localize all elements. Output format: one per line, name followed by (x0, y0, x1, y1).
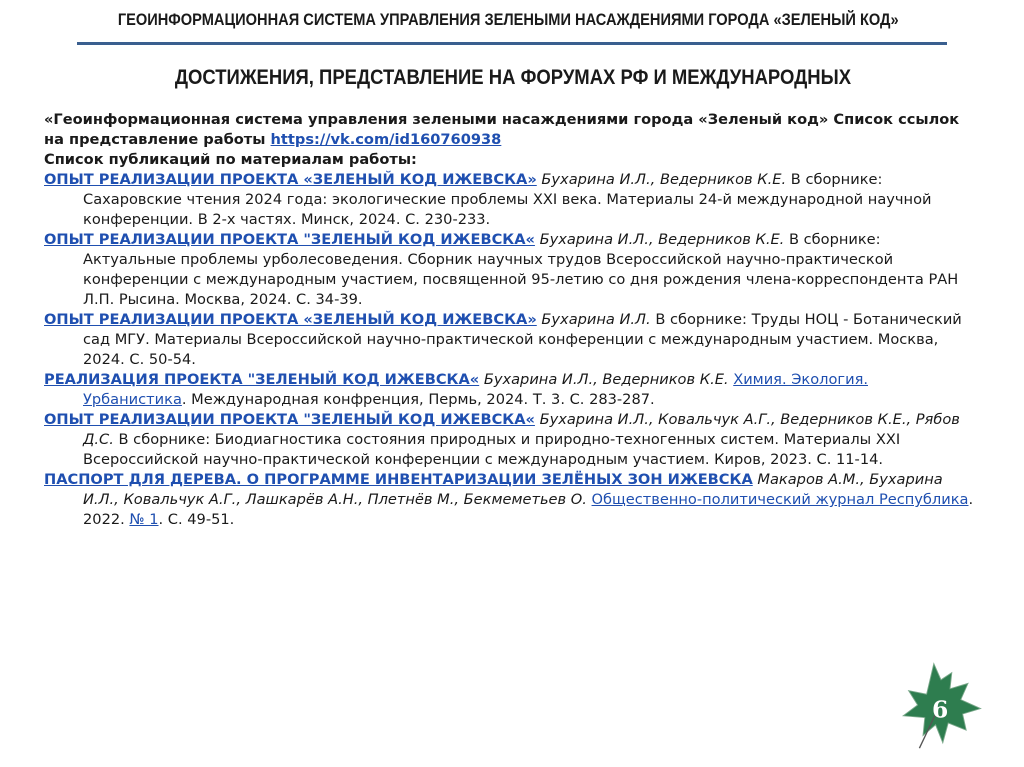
presentation-header: ГЕОИНФОРМАЦИОННАЯ СИСТЕМА УПРАВЛЕНИЯ ЗЕЛЕНЫМИ НАСАЖДЕНИЯМИ ГОРОДА «ЗЕЛЕНЫЙ КОД» (117, 10, 899, 29)
source-link[interactable]: № 1 (129, 511, 159, 528)
publication-title-link[interactable]: ОПЫТ РЕАЛИЗАЦИИ ПРОЕКТА «ЗЕЛЕНЫЙ КОД ИЖЕВСКА» (44, 311, 537, 328)
publication-title-link[interactable]: ПАСПОРТ ДЛЯ ДЕРЕВА. О ПРОГРАММЕ ИНВЕНТАРИЗАЦИИ ЗЕЛЁНЫХ ЗОН ИЖЕВСКА (44, 471, 753, 488)
intro-text: «Геоинформационная система управления зелеными насаждениями города «Зеленый код» Список ссылок на представление работы (44, 111, 960, 148)
citation-text: В сборнике: Актуальные проблемы урболесоведения. Сборник научных трудов Всероссийской научно-практической конференции с международным участием, посвященной 95-летию со дня рождения члена-корреспондента РАН Л.П. Рысина. Москва, 2024. С. 34-39. (83, 231, 959, 308)
authors: Бухарина И.Л., Ведерников К.Е. (479, 371, 734, 388)
source-link[interactable]: Химия. Экология. Урбанистика (83, 371, 868, 408)
citation-text: В сборнике: Труды НОЦ - Ботанический сад МГУ. Материалы Всероссийской научно-практической конференции с международным участием. Москва, 2024. С. 50-54. (83, 311, 962, 368)
header-divider (77, 42, 947, 45)
authors: Бухарина И.Л., Ведерников К.Е. (534, 231, 785, 248)
citation-text: . Международная конфренция, Пермь, 2024. Т. 3. С. 283-287. (181, 391, 655, 408)
citation-text: В сборнике: Биодиагностика состояния природных и природно-техногенных систем. Материалы XXI Всероссийской научно-практической конференции с международным участием. Киров, 2023. С. 11-14. (83, 431, 901, 468)
publication-entry (44, 470, 974, 530)
authors: Бухарина И.Л., Ковальчук А.Г., Ведерников К.Е., Рябов Д.С. (83, 411, 960, 448)
publication-entry (44, 310, 974, 370)
publications-heading: Список публикаций по материалам работы: (44, 151, 417, 168)
slide-body (44, 110, 974, 530)
vk-link[interactable]: https://vk.com/id160760938 (270, 131, 502, 148)
publication-title-link[interactable]: ОПЫТ РЕАЛИЗАЦИИ ПРОЕКТА «ЗЕЛЕНЫЙ КОД ИЖЕВСКА» (44, 171, 537, 188)
slide-title: ДОСТИЖЕНИЯ, ПРЕДСТАВЛЕНИЕ НА ФОРУМАХ РФ И МЕЖДУНАРОДНЫХ (174, 66, 852, 89)
authors: Бухарина И.Л. (536, 311, 651, 328)
publication-entry (44, 370, 974, 410)
publication-entry (44, 170, 974, 230)
publication-title-link[interactable]: РЕАЛИЗАЦИЯ ПРОЕКТА "ЗЕЛЕНЫЙ КОД ИЖЕВСКА« (44, 371, 480, 388)
citation-text: . С. 49-51. (158, 511, 235, 528)
publication-entry (44, 410, 974, 470)
source-link[interactable]: Общественно-политический журнал Республика (591, 491, 969, 508)
publication-title-link[interactable]: ОПЫТ РЕАЛИЗАЦИИ ПРОЕКТА "ЗЕЛЕНЫЙ КОД ИЖЕВСКА« (44, 231, 535, 248)
publication-list (44, 170, 974, 530)
authors: Бухарина И.Л., Ведерников К.Е. (536, 171, 787, 188)
maple-leaf-logo (896, 660, 986, 750)
authors: Макаров А.М., Бухарина И.Л., Ковальчук А.Г., Лашкарёв А.Н., Плетнёв М., Бекмеметьев О. (83, 471, 943, 508)
intro-paragraph (44, 110, 974, 150)
citation-text: . 2022. (83, 491, 974, 528)
page-number: 6 (931, 695, 949, 724)
citation-text: В сборнике: Сахаровские чтения 2024 года: экологические проблемы XXI века. Материалы 24-й международной научной конференции. В 2-х частях. Минск, 2024. С. 230-233. (83, 171, 932, 228)
publication-entry (44, 230, 974, 310)
publication-title-link[interactable]: ОПЫТ РЕАЛИЗАЦИИ ПРОЕКТА "ЗЕЛЕНЫЙ КОД ИЖЕВСКА« (44, 411, 535, 428)
